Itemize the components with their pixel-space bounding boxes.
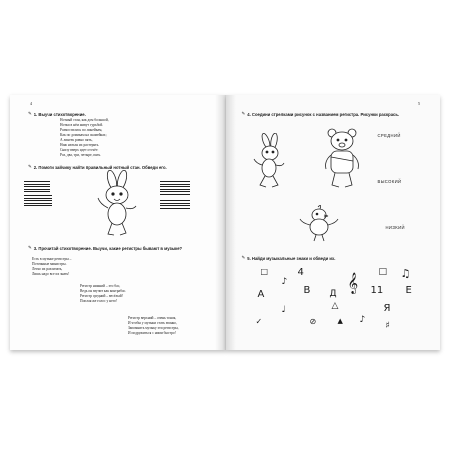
task3-heading <box>28 245 182 251</box>
left-page <box>10 95 226 350</box>
treble-clef-icon[interactable]: 𝄞 <box>347 273 359 294</box>
poem-line: Нотный стан, как дом большой, <box>60 118 109 122</box>
poem-line: Нотки в нём живут гурьбой. <box>60 123 104 127</box>
task2-title: 2. Помоги зайчику найти правильный нотный стан. Обведи его. <box>33 164 167 170</box>
symbol-letter-v[interactable]: В <box>303 285 311 296</box>
triangle-icon[interactable]: △ <box>331 301 339 311</box>
note-eighth-icon[interactable]: ♪ <box>281 277 288 287</box>
staff-option-top-left[interactable] <box>24 181 50 194</box>
sharp-icon[interactable]: ♯ <box>385 321 390 331</box>
poem-line: Размостились по линейкам, <box>60 128 103 132</box>
pencil-icon: ✎ <box>241 111 246 116</box>
symbol-letter-ya[interactable]: Я <box>383 303 391 314</box>
poem-line: Лишь надо все их знать! <box>32 272 70 276</box>
spine-shadow <box>226 95 236 350</box>
poem-line: Ниж нельзя их растерять. <box>60 143 100 147</box>
poem-line: Есть в музыке регистры – <box>32 257 72 261</box>
symbol-square-small[interactable]: □ <box>260 267 269 276</box>
bunny-illustration <box>88 170 148 240</box>
poem-line: Как по домикам на скамейках; <box>60 133 107 137</box>
staff-option-bottom-right[interactable] <box>160 200 190 210</box>
page-number-left: 4 <box>30 101 32 106</box>
staff-option-bottom-left[interactable] <box>24 195 52 208</box>
book-spread <box>10 95 440 350</box>
register-label-low[interactable]: НИЗКИЙ <box>385 225 405 230</box>
pencil-icon: ✎ <box>28 245 32 250</box>
task3-title: 3. Прочитай стихотворение. Выучи, какие регистры бывают в музыке? <box>33 245 183 251</box>
poem-line: Ведь он звучит как контрабас. <box>80 289 127 293</box>
task1-heading <box>28 111 86 117</box>
bear-drawing <box>318 125 366 191</box>
task3-stanza2 <box>80 284 126 304</box>
symbol-four[interactable]: 4 <box>297 267 304 278</box>
poem-line: Поточнные министры. <box>32 262 67 266</box>
task4-heading <box>242 111 400 117</box>
task1-poem <box>60 118 109 158</box>
poem-line: Запомнить музыку эти регистры, <box>128 326 179 330</box>
register-label-middle[interactable]: СРЕДНИЙ <box>377 133 401 138</box>
quarter-note-icon[interactable]: ♩ <box>281 305 286 315</box>
beamed-notes-icon[interactable]: ♫ <box>400 267 411 280</box>
poem-line: Поплая же голос у него! <box>80 299 118 303</box>
task5-heading <box>242 255 336 261</box>
right-page <box>226 95 441 350</box>
task3-intro <box>32 257 71 277</box>
bunny-drawing <box>248 133 292 191</box>
note-small-icon[interactable]: ♪ <box>359 315 366 325</box>
pencil-icon: ✎ <box>241 255 246 260</box>
pencil-icon: ✎ <box>28 111 32 116</box>
triangle-filled-icon[interactable]: ▲ <box>337 317 343 325</box>
symbol-number-11[interactable]: 11 <box>370 285 384 296</box>
poem-line: Раз, два, три, четыре, пять. <box>60 153 102 157</box>
poem-line: И подружиться с ними быстро! <box>128 331 176 335</box>
symbol-letter-a[interactable]: А <box>257 289 265 300</box>
task1-title: 1. Выучи стихотворение. <box>33 111 86 117</box>
poem-line: И чтобы у музыки стать звонко, <box>128 321 177 325</box>
poem-line: Снизу вверх идет отсчёт: <box>60 148 99 152</box>
symbol-square-outline[interactable]: □ <box>378 267 388 277</box>
poem-line: Регистр нижний – это бас, <box>80 284 121 288</box>
task5-title: 5. Найди музыкальные знаки и обведи их. <box>247 255 336 261</box>
bird-drawing <box>298 203 340 243</box>
task4-title: 4. Соедини стрелками рисунок с названием регистра. Рисунки раскрась. <box>247 111 400 117</box>
circle-cross-icon[interactable]: ⊘ <box>309 317 317 326</box>
staff-option-top-right[interactable] <box>160 181 190 197</box>
spine-shadow <box>215 95 225 350</box>
poem-line: Регистр верхний – очень тонок, <box>128 316 177 320</box>
poem-line: А линеек ровно пять, <box>60 138 93 142</box>
symbol-letter-e[interactable]: Е <box>405 285 412 296</box>
check-icon[interactable]: ✓ <box>255 317 263 326</box>
task3-stanza3 <box>128 316 179 336</box>
pencil-icon: ✎ <box>28 164 32 169</box>
poem-line: Регистр средний – весёлый! <box>80 294 123 298</box>
register-label-high[interactable]: ВЫСОКИЙ <box>377 179 402 184</box>
poem-line: Легко их различать, <box>32 267 63 271</box>
symbol-letter-d[interactable]: Д <box>329 289 337 299</box>
page-number-right: 5 <box>418 101 420 106</box>
